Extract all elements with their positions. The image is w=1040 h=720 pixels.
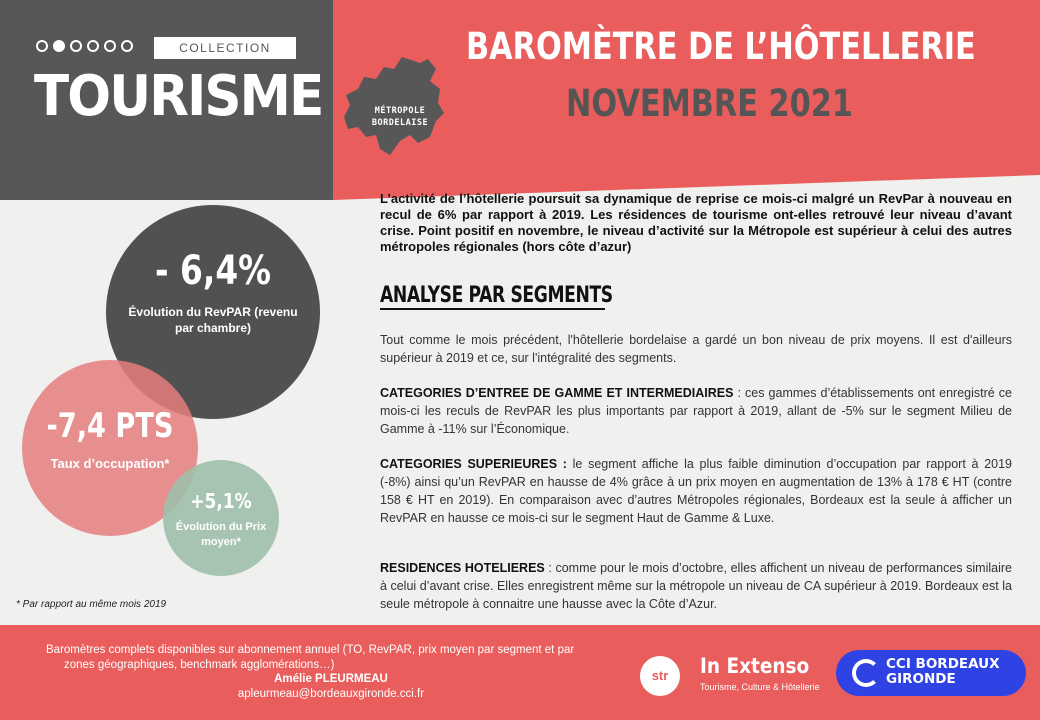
kpi-label-revpar: Évolution du RevPAR (revenu par chambre) [128,305,298,335]
kpi-value-revpar: - 6,4% [154,248,272,294]
section-underline [380,308,605,310]
paragraph-text: : comme pour le mois d’octobre, elles affichent un niveau de performances similaire à celui d’avant crise. Elles enregistrent même sur la métropole un niveau de CA supérieur à 2019. Bordeaux est la seule métropole à connaitre une hausse avec la Côte d’Azur. [380,561,1012,611]
paragraph [380,384,1012,438]
contact-email[interactable]: apleurmeau@bordeauxgironde.cci.fr [237,688,425,700]
footer-text-line1: Baromètres complets disponibles sur abonnement annuel (TO, RevPAR, prix moyen par segment et par [46,644,575,656]
kpi-circle-prix-moyen [163,460,279,576]
map-label-line2: BORDELAISE [371,118,429,128]
paragraph-text: le segment affiche la plus faible diminution d’occupation par rapport à 2019 (-8%) ainsi qu’un RevPAR en hausse de 4% grâce à un prix moyen en augmentation de 13% à 178 € HT (contre 158 € HT en 2019). En comparaison avec d’autres Métropoles régionales, Bordeaux est la seule à afficher un RevPAR en hausse ce mois-ci sur le segment Haut de Gamme & Luxe. [380,457,1013,525]
kpi-label-prix-moyen: Évolution du Prix moyen* [175,521,267,548]
kpi-value-occupation: -7,4 PTS [46,406,174,446]
in-extenso-tagline: Tourisme, Culture & Hôtellerie [700,682,820,692]
map-label-line1: MÉTROPOLE [374,106,426,116]
page-dots [36,40,133,52]
cci-logo-text [886,657,1000,687]
page-subtitle: NOVEMBRE 2021 [566,82,853,125]
str-logo: str [640,656,680,696]
cci-logo-line1: CCI BORDEAUX [886,656,1000,672]
page-dot [36,40,48,52]
in-extenso-logo: In Extenso [700,654,810,678]
page-dot-active [53,40,65,52]
paragraph [380,559,1012,613]
kpi-value-prix-moyen: +5,1% [190,489,252,513]
page-dot [104,40,116,52]
series-title: TOURISME [34,64,323,129]
paragraph [380,331,1012,367]
collection-label: COLLECTION [154,37,296,59]
cci-logo-icon [852,659,880,687]
paragraph-heading: RESIDENCES HOTELIERES [380,561,545,575]
page-dot [70,40,82,52]
intro-paragraph: L’activité de l’hôtellerie poursuit sa dynamique de reprise ce mois-ci malgré un RevPar à nouveau en recul de 6% par rapport à 2019. Les résidences de tourisme ont-elles retrouvé leur niveau d’avant crise. Point positif en novembre, le niveau d’activité sur la Métropole est supérieur à celui des autres métropoles régionales (hors côte d’azur) [380,191,1012,254]
contact-name: Amélie PLEURMEAU [274,673,388,685]
footer-text-line2: zones géographiques, benchmark agglomérations…) [64,658,335,671]
map-label [360,105,440,129]
page-dot [87,40,99,52]
paragraph-text: Tout comme le mois précédent, l'hôtellerie bordelaise a gardé un bon niveau de prix moyens. Il est d'ailleurs supérieur à 2019 et ce, sur l'intégralité des segments. [380,333,1012,365]
cci-logo-line2: GIRONDE [886,671,956,687]
footer-text [46,643,616,672]
paragraph-heading: CATEGORIES D’ENTREE DE GAMME ET INTERMEDIAIRES [380,386,734,400]
page-title: BAROMÈTRE DE L’HÔTELLERIE [466,25,976,68]
paragraph [380,455,1012,527]
page-dot [121,40,133,52]
footnote: * Par rapport au même mois 2019 [16,599,167,610]
paragraph-text: : ces gammes d’établissements ont enregistré ce mois-ci les reculs de RevPAR les plus importants par rapport à 2019, allant de -5% sur le segment Milieu de Gamme à -11% sur l’Économique. [380,386,1012,436]
section-title: ANALYSE PAR SEGMENTS [380,283,613,308]
paragraph-heading: CATEGORIES SUPERIEURES : [380,457,567,471]
kpi-label-occupation: Taux d’occupation* [50,456,170,471]
